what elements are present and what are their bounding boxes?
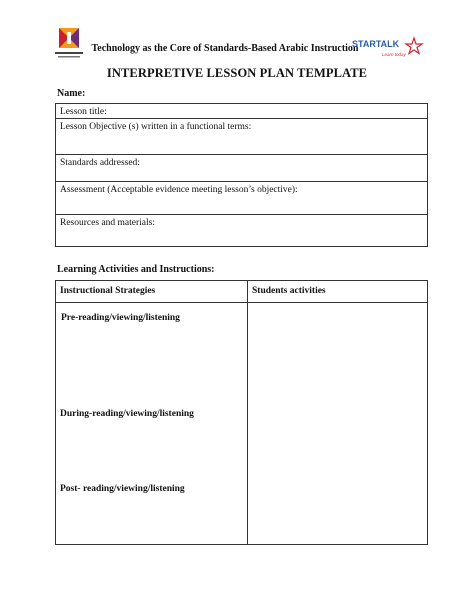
startalk-logo-tagline: Learn today: [382, 52, 406, 57]
strategies-header: Instructional Strategies: [56, 281, 248, 303]
startalk-logo-text: STARTALK: [352, 39, 400, 49]
startalk-logo-icon: [352, 36, 426, 58]
document-title: INTERPRETIVE LESSON PLAN TEMPLATE: [106, 66, 368, 80]
learning-activities-label: Learning Activities and Instructions:: [57, 264, 215, 275]
lesson-info-table: [55, 103, 428, 247]
lesson-objective-field[interactable]: Lesson Objective (s) written in a functional terms:: [56, 119, 428, 155]
resources-field[interactable]: Resources and materials:: [56, 215, 428, 247]
name-label: Name:: [57, 88, 86, 99]
university-logo-icon: [53, 26, 85, 60]
standards-field[interactable]: Standards addressed:: [56, 155, 428, 182]
pre-reading-phase: Pre-reading/viewing/listening: [61, 313, 180, 323]
student-activities-cell[interactable]: [248, 303, 428, 545]
activities-table: [55, 280, 428, 545]
post-reading-phase: Post- reading/viewing/listening: [60, 484, 185, 494]
student-activities-header: Students activities: [248, 281, 428, 303]
during-reading-phase: During-reading/viewing/listening: [60, 409, 194, 419]
lesson-title-field[interactable]: Lesson title:: [56, 104, 428, 119]
header-title: Technology as the Core of Standards-Based Arabic Instruction: [91, 43, 359, 54]
strategies-cell[interactable]: [56, 303, 248, 545]
assessment-field[interactable]: Assessment (Acceptable evidence meeting lesson’s objective):: [56, 182, 428, 215]
